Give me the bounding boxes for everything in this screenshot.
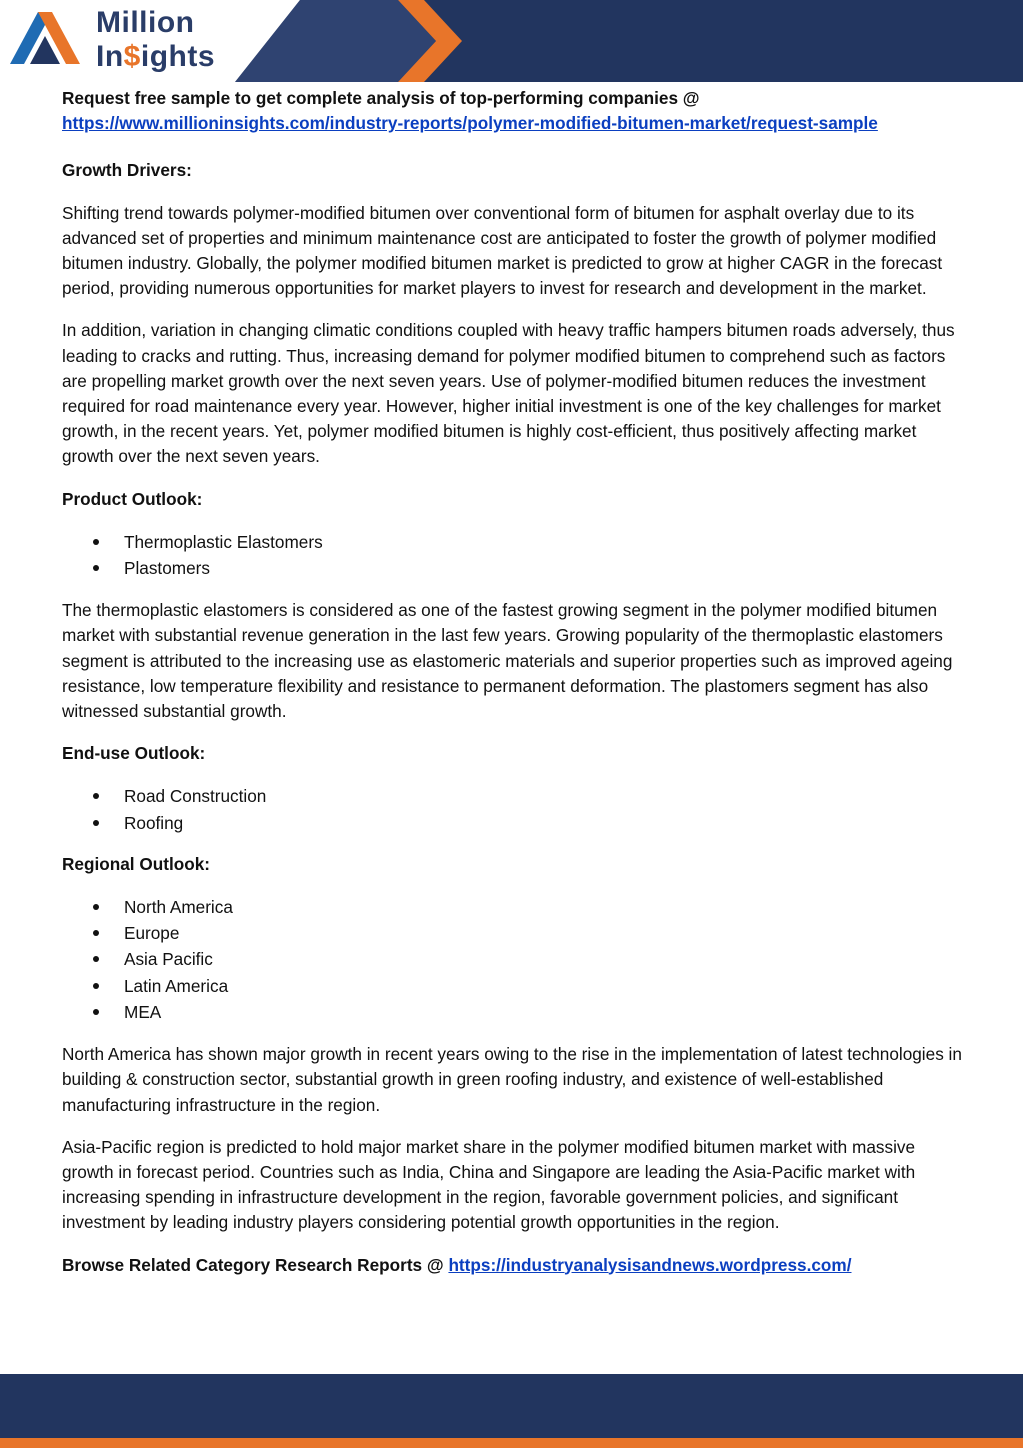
logo-line1: Million xyxy=(96,6,195,39)
logo-dollar: $ xyxy=(123,40,141,73)
logo-line2 xyxy=(96,40,215,74)
growth-drivers-heading: Growth Drivers: xyxy=(62,160,192,181)
regional-paragraph-1: North America has shown major growth in recent years owing to the rise in the implementation of latest technologies in building & construction sector, substantial growth in green roofing industry, and existence of well-established manufacturing infrastructure in the region. xyxy=(62,1044,962,1115)
browse-related-text: Browse Related Category Research Reports @ xyxy=(62,1254,444,1275)
growth-paragraph-1: Shifting trend towards polymer-modified bitumen over conventional form of bitumen for asphalt overlay due to its advanced set of properties and minimum maintenance cost are anticipated to foster the growth of polymer modified bitumen industry. Globally, the polymer modified bitumen market is predicted to grow at higher CAGR in the forecast period, providing numerous opportunities for market players to invest for research and development in the market. xyxy=(62,202,943,299)
request-sample-link[interactable]: https://www.millioninsights.com/industry-reports/polymer-modified-bitumen-market/request-sample xyxy=(62,113,878,134)
list-item: Thermoplastic Elastomers xyxy=(62,529,962,555)
list-item: Europe xyxy=(62,920,962,946)
product-paragraph: The thermoplastic elastomers is considered as one of the fastest growing segment in the polymer modified bitumen market with substantial revenue generation in the last few years. Growing popularity of the thermoplastic elastomers segment is attributed to the increasing use as elastomeric materials and superior properties such as improved ageing resistance, low temperature flexibility and resistance to permanent deformation. The plastomers segment has also witnessed substantial growth. xyxy=(62,600,953,722)
list-item: Road Construction xyxy=(62,783,962,809)
list-item: Plastomers xyxy=(62,555,962,581)
list-item: Roofing xyxy=(62,810,962,836)
request-sample-text: Request free sample to get complete analysis of top-performing companies @ xyxy=(62,88,700,108)
header-banner xyxy=(0,0,1023,82)
product-list xyxy=(62,529,962,581)
growth-paragraph-2: In addition, variation in changing climatic conditions coupled with heavy traffic hampers bitumen roads adversely, thus leading to cracks and rutting. Thus, increasing demand for polymer modified bitumen to comprehend such as factors are propelling market growth over the next seven years. Use of polymer-modified bitumen reduces the investment required for road maintenance every year. However, higher initial investment is one of the key challenges for market growth, in the recent years. Yet, polymer modified bitumen is highly cost-efficient, thus positively affecting market growth over the next seven years. xyxy=(62,320,955,467)
browse-related-line xyxy=(62,1253,962,1278)
logo-mark-icon xyxy=(10,12,80,64)
footer-banner xyxy=(0,1374,1023,1448)
regional-paragraph-2: Asia-Pacific region is predicted to hold major market share in the polymer modified bitumen market with massive growth in forecast period. Countries such as India, China and Singapore are leading the Asia-Pacific market with increasing spending in infrastructure development in the region, favorable government policies, and significant investment by leading industry players considering potential growth opportunities in the region. xyxy=(62,1136,916,1233)
list-item: North America xyxy=(62,894,962,920)
regional-outlook-heading: Regional Outlook: xyxy=(62,853,210,874)
logo-line2-suffix: ights xyxy=(140,40,216,73)
document-body xyxy=(62,86,962,1278)
logo-line2-prefix: In xyxy=(96,40,124,73)
footer-graphic xyxy=(0,1374,1023,1448)
enduse-outlook-heading: End-use Outlook: xyxy=(62,743,206,764)
list-item: Latin America xyxy=(62,973,962,999)
list-item: MEA xyxy=(62,999,962,1025)
product-outlook-heading: Product Outlook: xyxy=(62,488,203,509)
list-item: Asia Pacific xyxy=(62,946,962,972)
regional-list xyxy=(62,894,962,1025)
logo xyxy=(96,6,215,74)
enduse-list xyxy=(62,783,962,835)
browse-related-link[interactable]: https://industryanalysisandnews.wordpress.com/ xyxy=(448,1254,852,1275)
